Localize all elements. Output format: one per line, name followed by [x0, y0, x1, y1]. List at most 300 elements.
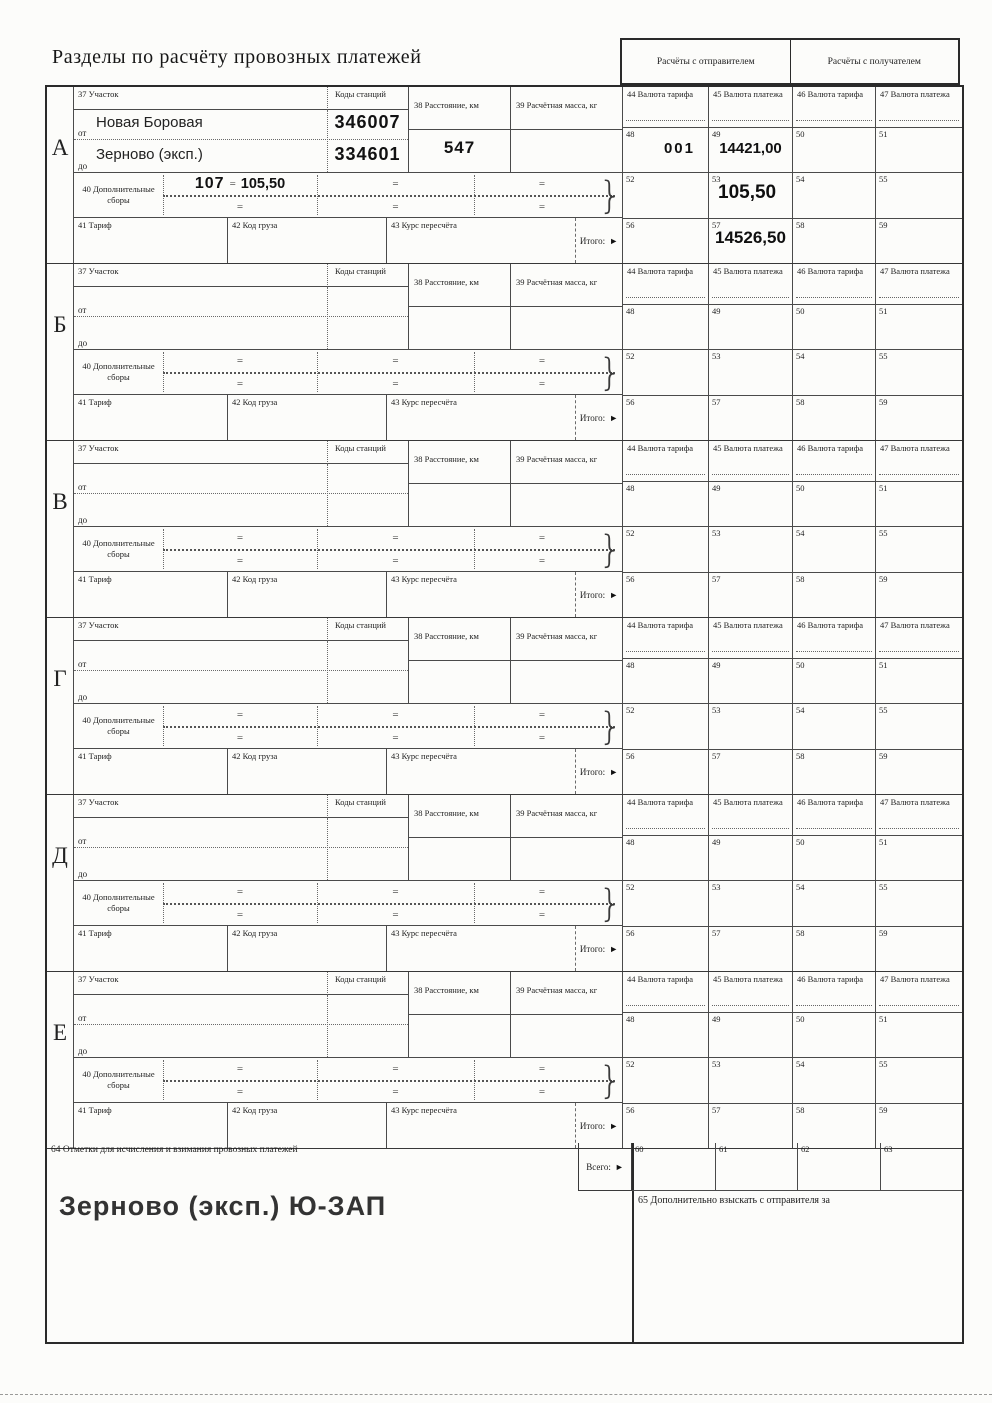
cell-60-number: 60	[635, 1144, 644, 1154]
mass-value	[511, 307, 622, 315]
distance-cell	[408, 484, 510, 526]
field-39-label: 39 Расчётная масса, кг	[510, 618, 622, 661]
mass-value	[511, 484, 622, 492]
cell-49	[708, 304, 792, 349]
field-46-cell	[792, 972, 875, 1012]
additional-fees-row	[74, 703, 622, 749]
fee-slot-2-bottom	[317, 728, 474, 748]
section-letter-column	[47, 795, 74, 971]
additional-fees-row	[74, 526, 622, 572]
cell-54-number: 54	[796, 1059, 805, 1069]
cell-50	[792, 835, 875, 880]
field-47-cell	[875, 441, 962, 481]
field-40-label	[74, 173, 163, 217]
field-47-label: 47 Валюта платежа	[880, 266, 950, 276]
field-40-label-line1: 40 Дополнительные	[82, 361, 155, 372]
cell-54	[792, 172, 875, 218]
field-46-cell	[792, 441, 875, 481]
equals-sign: =	[392, 732, 399, 744]
field-46-cell	[792, 618, 875, 658]
dotted-entry-line	[796, 1005, 872, 1006]
equals-sign: =	[236, 732, 244, 744]
cell-56-value	[623, 927, 708, 939]
field-47-cell	[875, 87, 962, 127]
from-station-code: 346007	[334, 112, 401, 132]
fee-brace: }	[598, 882, 622, 925]
field-40-label-line1: 40 Дополнительные	[82, 184, 155, 195]
cell-59	[875, 572, 962, 617]
cell-56-value	[623, 1104, 708, 1116]
field-45-cell	[708, 87, 792, 127]
cell-50-value	[793, 659, 875, 671]
mass-cell	[510, 484, 622, 526]
dotted-entry-line	[879, 120, 959, 121]
distance-value: 547	[443, 138, 476, 157]
dotted-entry-line	[796, 828, 872, 829]
from-row	[74, 995, 408, 1025]
cell-52	[622, 880, 708, 926]
mass-cell	[510, 661, 622, 703]
field-40-label-line2: сборы	[107, 726, 130, 736]
cell-59-number: 59	[879, 1105, 888, 1115]
itogo-cell	[575, 395, 622, 440]
distance-value	[409, 661, 510, 669]
cell-50-value	[793, 482, 875, 494]
cell-49-value	[709, 659, 792, 671]
cell-56-number: 56	[626, 220, 635, 230]
cell-59-number: 59	[879, 574, 888, 584]
cell-49	[708, 127, 792, 172]
cell-59-number: 59	[879, 220, 888, 230]
field-42-label: 42 Код груза	[227, 749, 386, 794]
equals-sign: =	[392, 709, 399, 721]
equals-sign: =	[392, 909, 399, 921]
section-letter: Е	[52, 1020, 68, 1045]
cell-52-value	[623, 1058, 708, 1070]
cell-53	[708, 880, 792, 926]
payment-section	[47, 795, 962, 972]
cell-57-number: 57	[712, 220, 721, 230]
cell-57-value	[709, 927, 792, 936]
cell-52	[622, 349, 708, 395]
cell-51-value	[876, 1013, 962, 1025]
cell-53	[708, 1057, 792, 1103]
fee-slot-2-top	[317, 704, 474, 726]
equals-sign: =	[236, 532, 244, 544]
itogo-cell	[575, 572, 622, 617]
field-46-label: 46 Валюта тарифа	[797, 797, 864, 807]
field-45-label: 45 Валюта платежа	[713, 266, 783, 276]
fee-slot-3-top	[474, 527, 610, 549]
cell-56-number: 56	[626, 397, 635, 407]
fee-brace: }	[598, 1059, 622, 1102]
field-46-label: 46 Валюта тарифа	[797, 266, 864, 276]
cell-48-number: 48	[626, 483, 635, 493]
cell-54	[792, 349, 875, 395]
distance-cell	[408, 838, 510, 880]
equals-sign: =	[538, 378, 546, 390]
equals-sign: =	[229, 178, 236, 190]
cell-50	[792, 304, 875, 349]
itogo-cell	[575, 749, 622, 794]
cell-55-value	[876, 527, 962, 539]
station-codes-label: Коды станций	[327, 441, 408, 464]
codes-column-divider	[327, 287, 328, 349]
cell-55-number: 55	[879, 882, 888, 892]
field-38-label: 38 Расстояние, км	[408, 87, 510, 130]
cell-55	[875, 703, 962, 749]
cell-58-number: 58	[796, 751, 805, 761]
itogo-arrow-icon: ►	[609, 943, 619, 954]
cell-49-value	[709, 1013, 792, 1025]
field-41-label: 41 Тариф	[78, 397, 112, 407]
cell-56-number: 56	[626, 574, 635, 584]
distance-cell	[408, 307, 510, 349]
field-45-cell	[708, 618, 792, 658]
cell-59	[875, 395, 962, 440]
itogo-cell	[575, 1103, 622, 1148]
cell-53-number: 53	[712, 705, 721, 715]
fee-slot-3-top	[474, 350, 610, 372]
cell-51-number: 51	[879, 1014, 888, 1024]
fee-amount: 105,50	[240, 176, 286, 192]
field-47-cell	[875, 972, 962, 1012]
cell-59	[875, 749, 962, 794]
section-letter: А	[51, 135, 69, 160]
field-42-label: 42 Код груза	[227, 572, 386, 617]
cell-56	[622, 395, 708, 440]
field-45-label: 45 Валюта платежа	[713, 620, 783, 630]
field-40-label-line1: 40 Дополнительные	[82, 538, 155, 549]
itogo-label: Итого:	[579, 235, 606, 246]
cell-48-value: 001	[663, 140, 695, 157]
field-38-label: 38 Расстояние, км	[408, 618, 510, 661]
mass-value	[511, 130, 622, 138]
cell-55-value	[876, 1058, 962, 1070]
cell-57-number: 57	[712, 751, 721, 761]
itogo-label: Итого:	[579, 589, 606, 600]
mass-cell	[510, 307, 622, 349]
field-44-cell	[622, 795, 708, 835]
fee-slot-1-top	[163, 350, 317, 372]
fee-slot-3-bottom	[474, 728, 610, 748]
vsego-arrow-icon: ►	[614, 1161, 624, 1172]
cell-53-value	[709, 527, 792, 536]
fee-slot-1-bottom	[163, 197, 317, 217]
field-42-label: 42 Код груза	[227, 395, 386, 440]
cell-48-value	[623, 836, 708, 848]
cell-49-value	[709, 305, 792, 317]
cell-53	[708, 349, 792, 395]
fee-slot-1-bottom	[163, 1082, 317, 1102]
cell-51	[875, 127, 962, 172]
additional-fees-row	[74, 880, 622, 926]
field-41-label: 41 Тариф	[78, 928, 112, 938]
cell-49-number: 49	[712, 306, 721, 316]
cell-49	[708, 1012, 792, 1057]
field-46-cell	[792, 264, 875, 304]
station-codes-label: Коды станций	[327, 795, 408, 818]
cell-49	[708, 481, 792, 526]
cell-50	[792, 1012, 875, 1057]
cell-58	[792, 395, 875, 440]
field-40-label	[74, 881, 163, 925]
cell-58-number: 58	[796, 928, 805, 938]
cell-57-number: 57	[712, 397, 721, 407]
cell-48-number: 48	[626, 660, 635, 670]
cell-58	[792, 1103, 875, 1148]
cell-51	[875, 835, 962, 880]
cell-52	[622, 703, 708, 749]
to-label: до	[78, 515, 88, 525]
cell-53-value	[709, 1058, 792, 1067]
cell-53-number: 53	[712, 351, 721, 361]
field-45-cell	[708, 264, 792, 304]
equals-sign: =	[236, 1063, 244, 1075]
cell-56-value	[623, 219, 708, 231]
station-codes-label: Коды станций	[327, 87, 408, 110]
fee-slot-2-top	[317, 527, 474, 549]
fee-brace: }	[598, 528, 622, 571]
dotted-entry-line	[879, 651, 959, 652]
cell-58	[792, 749, 875, 794]
cell-52-number: 52	[626, 528, 635, 538]
field-37-label: 37 Участок	[74, 87, 327, 110]
equals-sign: =	[538, 886, 546, 898]
cell-48-number: 48	[626, 1014, 635, 1024]
cell-52-value	[623, 527, 708, 539]
cell-57	[708, 572, 792, 617]
cell-51	[875, 304, 962, 349]
equals-sign: =	[392, 555, 399, 567]
cell-50-number: 50	[796, 129, 805, 139]
field-44-label: 44 Валюта тарифа	[627, 443, 694, 453]
dotted-entry-line	[626, 297, 705, 298]
cell-55	[875, 1057, 962, 1103]
fee-code: 107	[194, 175, 225, 192]
codes-column-divider	[327, 641, 328, 703]
equals-sign: =	[392, 1086, 399, 1098]
cell-49-value	[709, 836, 792, 848]
dotted-entry-line	[712, 297, 789, 298]
cell-53-number: 53	[712, 882, 721, 892]
cell-62-value	[798, 1143, 880, 1155]
cell-50-number: 50	[796, 660, 805, 670]
cell-58	[792, 218, 875, 263]
from-label: от	[78, 836, 87, 846]
cell-57-number: 57	[712, 1105, 721, 1115]
cell-49-number: 49	[712, 837, 721, 847]
cell-49-value	[709, 482, 792, 494]
cell-55-number: 55	[879, 705, 888, 715]
field-44-label: 44 Валюта тарифа	[627, 266, 694, 276]
fee-slot-3-top	[474, 173, 610, 195]
equals-sign: =	[538, 532, 546, 544]
codes-column-divider	[327, 995, 328, 1057]
itogo-label: Итого:	[579, 766, 606, 777]
equals-sign: =	[538, 909, 546, 921]
cell-59-number: 59	[879, 928, 888, 938]
cell-59-value	[876, 219, 962, 231]
cell-56-number: 56	[626, 1105, 635, 1115]
from-row	[74, 464, 408, 494]
dotted-entry-line	[626, 474, 705, 475]
cell-52-number: 52	[626, 1059, 635, 1069]
cell-52-value	[623, 350, 708, 362]
field-45-cell	[708, 441, 792, 481]
field-40-label	[74, 527, 163, 571]
dotted-entry-line	[879, 828, 959, 829]
station-codes-label: Коды станций	[327, 618, 408, 641]
itogo-cell	[575, 926, 622, 971]
cell-59	[875, 218, 962, 263]
itogo-arrow-icon: ►	[609, 235, 619, 246]
fee-slot-3-bottom	[474, 374, 610, 394]
totals-footer	[47, 1143, 962, 1342]
cell-61	[715, 1143, 797, 1191]
distance-value	[409, 307, 510, 315]
fee-slot-1-bottom	[163, 374, 317, 394]
from-label: от	[78, 1013, 87, 1023]
fee-slot-1-top	[163, 173, 317, 195]
cell-54-number: 54	[796, 528, 805, 538]
dotted-entry-line	[626, 120, 705, 121]
from-row	[74, 287, 408, 317]
field-40-label-line2: сборы	[107, 372, 130, 382]
cell-52-number: 52	[626, 174, 635, 184]
section-letter: Д	[52, 843, 68, 868]
field-42-label: 42 Код груза	[227, 1103, 386, 1148]
field-41-label: 41 Тариф	[78, 1105, 112, 1115]
settlement-sender-header: Расчёты с отправителем	[656, 56, 755, 67]
equals-sign: =	[538, 555, 546, 567]
sections-container	[47, 87, 962, 1149]
cell-50-value	[793, 1013, 875, 1025]
cell-59-number: 59	[879, 397, 888, 407]
field-47-cell	[875, 618, 962, 658]
cell-54	[792, 526, 875, 572]
field-37-label: 37 Участок	[74, 264, 327, 287]
additional-fees-row	[74, 172, 622, 218]
cell-53	[708, 703, 792, 749]
cell-53-number: 53	[712, 528, 721, 538]
cell-51-number: 51	[879, 660, 888, 670]
field-44-label: 44 Валюта тарифа	[627, 620, 694, 630]
cell-53-value	[709, 350, 792, 359]
fee-slot-2-top	[317, 881, 474, 903]
cell-56-value	[623, 750, 708, 762]
field-65-label: 65 Дополнительно взыскать с отправителя за	[638, 1195, 830, 1206]
field-44-cell	[622, 264, 708, 304]
equals-sign: =	[538, 355, 546, 367]
cell-54-value	[793, 350, 875, 362]
cell-58-number: 58	[796, 220, 805, 230]
mass-cell	[510, 130, 622, 172]
cell-49	[708, 835, 792, 880]
cell-53-value	[709, 704, 792, 713]
station-stamp: Зерново (эксп.) Ю-ЗАП	[59, 1191, 387, 1221]
field-38-label: 38 Расстояние, км	[408, 264, 510, 307]
cell-56	[622, 218, 708, 263]
cell-55-number: 55	[879, 528, 888, 538]
equals-sign: =	[538, 178, 546, 190]
field-39-label: 39 Расчётная масса, кг	[510, 441, 622, 484]
field-39-label: 39 Расчётная масса, кг	[510, 972, 622, 1015]
vsego-label: Всего:	[586, 1161, 611, 1172]
field-64-label: 64 Отметки для исчисления и взимания провозных платежей	[51, 1145, 298, 1155]
field-47-label: 47 Валюта платежа	[880, 620, 950, 630]
equals-sign: =	[236, 886, 244, 898]
payment-section	[47, 264, 962, 441]
cell-57-number: 57	[712, 574, 721, 584]
cell-54-value	[793, 704, 875, 716]
cell-54	[792, 880, 875, 926]
field-47-cell	[875, 264, 962, 304]
field-44-cell	[622, 618, 708, 658]
scan-edge-artifact	[0, 1394, 992, 1395]
fee-brace: }	[598, 174, 622, 217]
cell-58-value	[793, 1104, 875, 1116]
equals-sign: =	[392, 532, 399, 544]
mass-value	[511, 1015, 622, 1023]
field-40-label-line2: сборы	[107, 549, 130, 559]
fee-brace: }	[598, 351, 622, 394]
cell-53-value	[709, 881, 792, 890]
field-37-label: 37 Участок	[74, 618, 327, 641]
field-45-cell	[708, 795, 792, 835]
cell-53	[708, 526, 792, 572]
equals-sign: =	[538, 201, 546, 213]
cell-51-value	[876, 659, 962, 671]
cell-52-value	[623, 173, 708, 185]
equals-sign: =	[392, 355, 399, 367]
settlement-receiver-header: Расчёты с получателем	[790, 40, 959, 83]
section-letter-column	[47, 441, 74, 617]
itogo-arrow-icon: ►	[609, 1120, 619, 1131]
field-42-label: 42 Код груза	[227, 218, 386, 263]
field-40-label	[74, 1058, 163, 1102]
fee-slot-2-bottom	[317, 197, 474, 217]
field-40-label-line2: сборы	[107, 903, 130, 913]
field-47-label: 47 Валюта платежа	[880, 89, 950, 99]
cell-52	[622, 1057, 708, 1103]
payment-sections-form	[45, 85, 964, 1344]
field-46-label: 46 Валюта тарифа	[797, 974, 864, 984]
section-letter-column	[47, 87, 74, 263]
cell-51-value	[876, 128, 962, 140]
payment-section	[47, 441, 962, 618]
field-44-label: 44 Валюта тарифа	[627, 89, 694, 99]
field-37-label: 37 Участок	[74, 795, 327, 818]
cell-48	[622, 127, 708, 172]
page-title: Разделы по расчёту провозных платежей	[52, 46, 422, 68]
cell-49-number: 49	[712, 1014, 721, 1024]
cell-52-number: 52	[626, 882, 635, 892]
dotted-entry-line	[712, 828, 789, 829]
cell-48-value	[623, 1013, 708, 1025]
from-station-name: Новая Боровая	[96, 114, 203, 131]
field-43-label: 43 Курс пересчёта	[386, 749, 575, 794]
codes-column-divider	[327, 464, 328, 526]
cell-55-value	[876, 173, 962, 185]
cell-57-value	[709, 1104, 792, 1113]
to-label: до	[78, 338, 88, 348]
codes-column-divider	[327, 110, 328, 172]
to-station-name: Зерново (эксп.)	[96, 146, 203, 163]
payment-section	[47, 87, 962, 264]
equals-sign: =	[538, 1063, 546, 1075]
cell-56	[622, 926, 708, 971]
